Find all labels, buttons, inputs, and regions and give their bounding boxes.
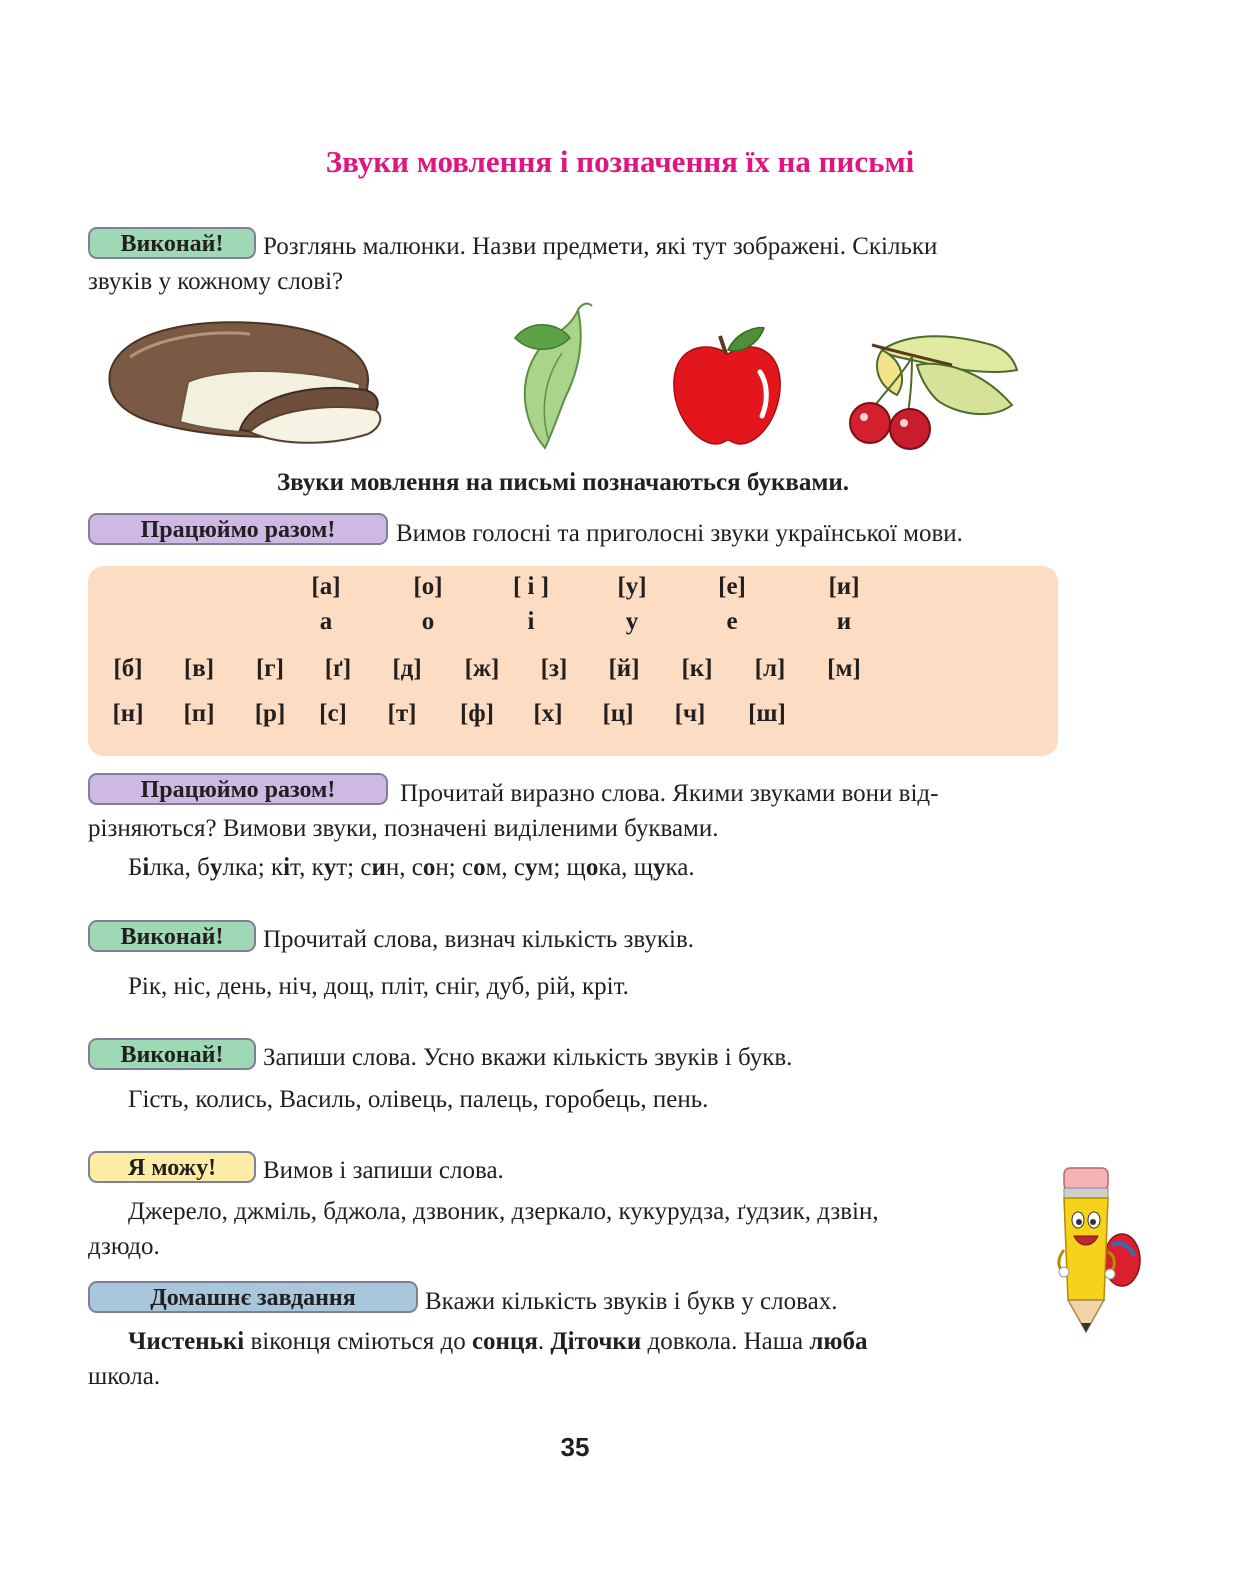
highlighted-letter: у [323,854,337,881]
word-part: н; [435,854,462,881]
word-part: к [270,854,284,881]
bold-word: сонця [471,1328,538,1355]
word-part: щ [566,854,586,881]
pencil-mascot-illustration [1052,1160,1142,1335]
consonant-sound: [л] [754,655,786,682]
consonant-sound: [с] [319,700,347,727]
vowel-letter: о [421,608,435,635]
word-part: к [311,854,324,881]
word-part: т, [290,854,312,881]
vowel-sound: [е] [718,573,746,600]
cherries-illustration [842,325,1022,450]
highlighted-letter: у [209,854,223,881]
word-pair-item [514,854,567,881]
consonant-sound: [р] [254,700,286,727]
word-pair-item [360,854,411,881]
consonant-sound: [ш] [748,700,786,727]
task4-words: Рік, ніс, день, ніч, дощ, пліт, сніг, дуб, рій, кріт. [128,973,629,1000]
page-title: Звуки мовлення і позначення їх на письмі [325,144,915,179]
plain-text: довкола. Наша [641,1328,810,1355]
word-pair-item [128,854,197,881]
word-part: щ [633,854,653,881]
rule-text: Звуки мовлення на письмі позначаються буквами. [276,469,850,496]
consonant-sound: [ж] [464,655,500,682]
page-number: 35 [560,1432,590,1462]
bold-word: люба [809,1328,868,1355]
task3-line2: різняються? Вимови звуки, позначені виділеними буквами. [88,815,719,842]
task-badge-together: Працюймо разом! [88,513,388,545]
consonant-sound: [в] [183,655,215,682]
vowel-sound: [а] [311,573,341,600]
task5-words: Гість, колись, Василь, олівець, палець, горобець, пень. [128,1086,709,1113]
word-part: м, [485,854,514,881]
task6-line1: Джерело, джміль, бджола, дзвоник, дзеркало, кукурудза, ґудзик, дзвін, [128,1198,879,1225]
highlighted-letter: і [142,854,150,881]
word-part: б [197,854,210,881]
task-badge-do: Виконай! [88,227,256,259]
task-badge-homework: Домашнє завдання [88,1281,418,1313]
vowel-letter: и [836,608,852,635]
consonant-sound: [б] [113,655,143,682]
task4-text: Прочитай слова, визнач кількість звуків. [263,926,695,953]
consonant-sound: [п] [183,700,215,727]
word-part: ка. [665,854,695,881]
vowel-letter: у [625,608,639,635]
task-badge-do: Виконай! [88,1038,256,1070]
consonant-sound: [н] [112,700,144,727]
highlighted-letter: о [585,854,599,881]
consonant-sound: [ґ] [324,655,352,682]
vowel-sound: [о] [413,573,443,600]
task6-text: Вимов і запиши слова. [263,1157,504,1184]
consonant-sound: [м] [827,655,861,682]
task2-text: Вимов голосні та приголосні звуки української мови. [396,520,963,547]
highlighted-letter: у [525,854,538,881]
highlighted-letter: и [371,854,386,881]
pea-pod-illustration [500,298,600,458]
word-part: н, [385,854,412,881]
task1-line1: Розглянь малюнки. Назви предмети, які тут зображені. Скільки [263,233,938,260]
task-badge-do: Виконай! [88,920,256,952]
consonant-sound: [ц] [602,700,634,727]
consonant-sound: [й] [608,655,640,682]
highlighted-letter: о [422,854,436,881]
task7-line2: школа. [88,1363,161,1390]
word-pair-item [197,854,271,881]
consonant-sound: [т] [387,700,417,727]
bread-illustration [100,312,400,452]
word-part: лка, [149,854,198,881]
highlighted-letter: і [283,854,291,881]
consonant-sound: [ф] [460,700,494,727]
highlighted-letter: у [652,854,666,881]
task3-line1: Прочитай виразно слова. Якими звуками вони від- [400,780,939,807]
consonant-sound: [д] [392,655,422,682]
task7-sentence [128,1324,1040,1360]
word-part: м; [537,854,567,881]
word-part: лка; [222,854,271,881]
word-part: с [513,854,526,881]
word-pair-item [567,854,634,881]
word-part: с [360,854,372,881]
task-badge-together: Працюймо разом! [88,773,388,805]
word-pair-item [412,854,462,881]
vowel-letter: е [726,608,738,635]
bold-word: Діточки [550,1328,642,1355]
task7-text: Вкажи кількість звуків і букв у словах. [425,1288,838,1315]
word-part: Б [128,854,143,881]
word-pair-item [462,854,514,881]
word-part: с [461,854,474,881]
vowel-sound: [ і ] [512,573,550,600]
consonant-sound: [з] [540,655,568,682]
task1-line2: звуків у кожному слові? [88,268,344,295]
apple-illustration [668,322,788,450]
task6-line2: дзюдо. [88,1233,160,1260]
consonant-sound: [ч] [674,700,706,727]
vowel-letter: і [527,608,535,635]
bold-word: Чистенькі [128,1328,245,1355]
vowel-letter: а [319,608,333,635]
word-pair-item [634,854,695,881]
word-part: ка, [598,854,634,881]
word-pair-item [312,854,361,881]
consonant-sound: [к] [681,655,713,682]
task5-text: Запиши слова. Усно вкажи кількість звуків і букв. [263,1044,793,1071]
vowel-sound: [и] [828,573,860,600]
consonant-sound: [х] [533,700,563,727]
task3-word-pairs [128,850,695,886]
consonant-sound: [г] [255,655,284,682]
word-part: с [411,854,423,881]
vowel-sound: [у] [617,573,647,600]
word-part: т; [336,854,361,881]
task-badge-i-can: Я можу! [88,1151,256,1183]
plain-text: . [537,1328,551,1355]
plain-text: віконця сміються до [244,1328,472,1355]
word-pair-item [271,854,312,881]
highlighted-letter: о [473,854,486,881]
